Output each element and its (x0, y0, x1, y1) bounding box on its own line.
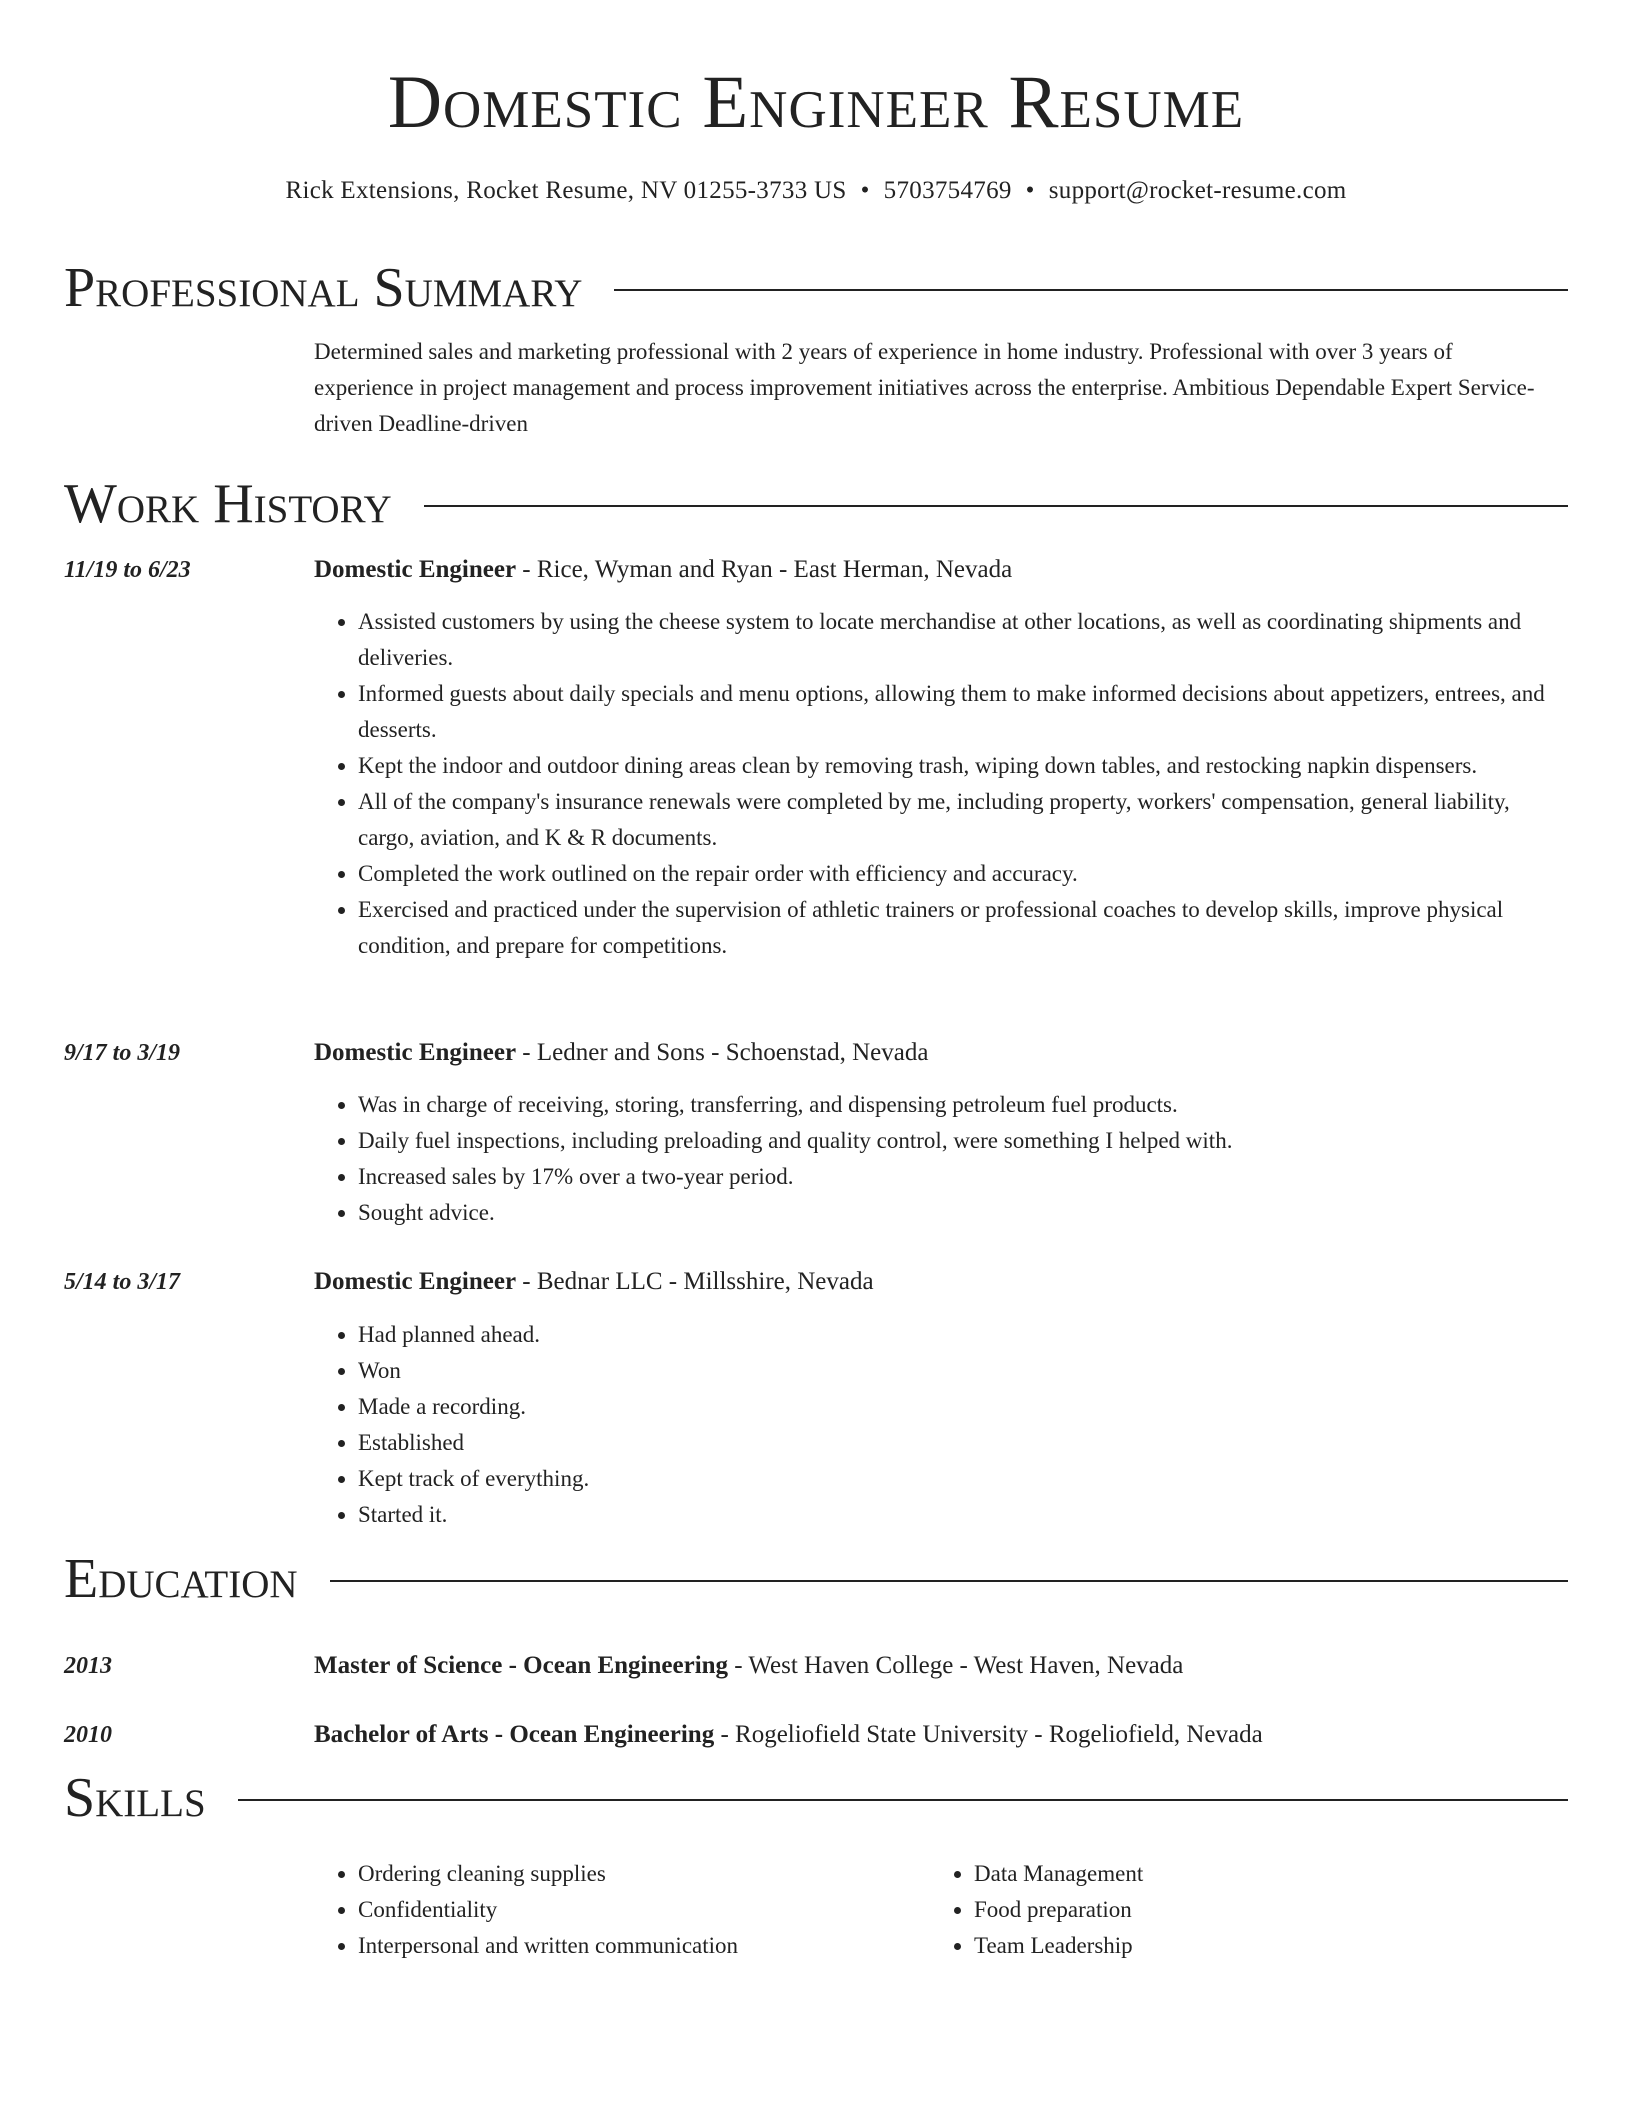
section-heading-education (64, 1547, 1568, 1611)
job-employer: - Ledner and Sons - Schoenstad, Nevada (516, 1039, 929, 1066)
list-item: • Had planned ahead. (358, 1317, 1554, 1353)
contact-separator: • (1025, 177, 1035, 204)
skill-item: • Interpersonal and written communication (358, 1928, 914, 1964)
section-divider (330, 1580, 1568, 1582)
job-bullets (314, 1317, 1554, 1533)
job-bullets (314, 1087, 1554, 1231)
job-heading (314, 1036, 1564, 1070)
education-entry (314, 1718, 1564, 1752)
degree: Master of Science - Ocean Engineering (314, 1652, 729, 1679)
skill-item: • Ordering cleaning supplies (358, 1856, 914, 1892)
contact-separator: • (860, 177, 870, 204)
section-divider (614, 289, 1568, 291)
institution: - Rogeliofield State University - Rogeliofield, Nevada (714, 1721, 1263, 1748)
list-item: • Completed the work outlined on the repair order with efficiency and accuracy. (358, 856, 1554, 892)
section-heading-summary (64, 256, 1568, 320)
section-heading-work-history (64, 472, 1568, 536)
job-heading (314, 1265, 1564, 1299)
contact-phone: 5703754769 (883, 177, 1012, 204)
skills-list-left (314, 1856, 914, 1964)
section-title: Work History (64, 473, 392, 535)
job-dates: 5/14 to 3/17 (64, 1269, 181, 1295)
section-heading-skills (64, 1766, 1568, 1830)
job-employer: - Bednar LLC - Millsshire, Nevada (516, 1268, 874, 1295)
job-title: Domestic Engineer (314, 1268, 517, 1295)
degree: Bachelor of Arts - Ocean Engineering (314, 1721, 715, 1748)
list-item: • Was in charge of receiving, storing, transferring, and dispensing petroleum fuel products. (358, 1087, 1554, 1123)
skill-item: • Food preparation (974, 1892, 1530, 1928)
section-divider (424, 505, 1568, 507)
education-year: 2013 (64, 1653, 112, 1679)
job-bullets (314, 604, 1554, 964)
job-employer: - Rice, Wyman and Ryan - East Herman, Nevada (516, 556, 1013, 583)
section-title: Education (64, 1548, 298, 1610)
contact-line (0, 174, 1632, 208)
list-item: • All of the company's insurance renewals were completed by me, including property, workers' compensation, general liability, cargo, aviation, and K & R documents. (358, 784, 1554, 856)
list-item: • Won (358, 1353, 1554, 1389)
skill-item: • Confidentiality (358, 1892, 914, 1928)
contact-email: support@rocket-resume.com (1048, 177, 1347, 204)
job-heading (314, 553, 1564, 587)
skills-list-right (930, 1856, 1530, 1964)
skill-item: • Team Leadership (974, 1928, 1530, 1964)
list-item: • Daily fuel inspections, including preloading and quality control, were something I helped with. (358, 1123, 1554, 1159)
education-entry (314, 1649, 1564, 1683)
skill-item: • Data Management (974, 1856, 1530, 1892)
list-item: • Made a recording. (358, 1389, 1554, 1425)
contact-address: Rick Extensions, Rocket Resume, NV 01255-3733 US (285, 177, 847, 204)
list-item: • Assisted customers by using the cheese system to locate merchandise at other locations, as well as coordinating shipments and deliveries. (358, 604, 1554, 676)
list-item: • Increased sales by 17% over a two-year period. (358, 1159, 1554, 1195)
list-item: • Established (358, 1425, 1554, 1461)
list-item: • Sought advice. (358, 1195, 1554, 1231)
list-item: • Informed guests about daily specials and menu options, allowing them to make informed decisions about appetizers, entrees, and desserts. (358, 676, 1554, 748)
section-title: Professional Summary (64, 257, 583, 319)
list-item: • Kept track of everything. (358, 1461, 1554, 1497)
education-year: 2010 (64, 1722, 112, 1748)
section-title: Skills (64, 1767, 206, 1829)
institution: - West Haven College - West Haven, Nevada (728, 1652, 1184, 1679)
job-title: Domestic Engineer (314, 556, 517, 583)
job-dates: 11/19 to 6/23 (64, 557, 191, 583)
job-dates: 9/17 to 3/19 (64, 1040, 181, 1066)
summary-text: Determined sales and marketing professional with 2 years of experience in home industry. Professional with over 3 years of experience in project management and process improvement initiatives across the enterprise. Ambitious Dependable Expert Service-driven Deadline-driven (314, 339, 1535, 436)
list-item: • Started it. (358, 1497, 1554, 1533)
list-item: • Exercised and practiced under the supervision of athletic trainers or professional coaches to develop skills, improve physical condition, and prepare for competitions. (358, 892, 1554, 964)
list-item: • Kept the indoor and outdoor dining areas clean by removing trash, wiping down tables, and restocking napkin dispensers. (358, 748, 1554, 784)
job-title: Domestic Engineer (314, 1039, 517, 1066)
section-divider (238, 1799, 1568, 1801)
resume-title: Domestic Engineer Resume (387, 61, 1245, 144)
